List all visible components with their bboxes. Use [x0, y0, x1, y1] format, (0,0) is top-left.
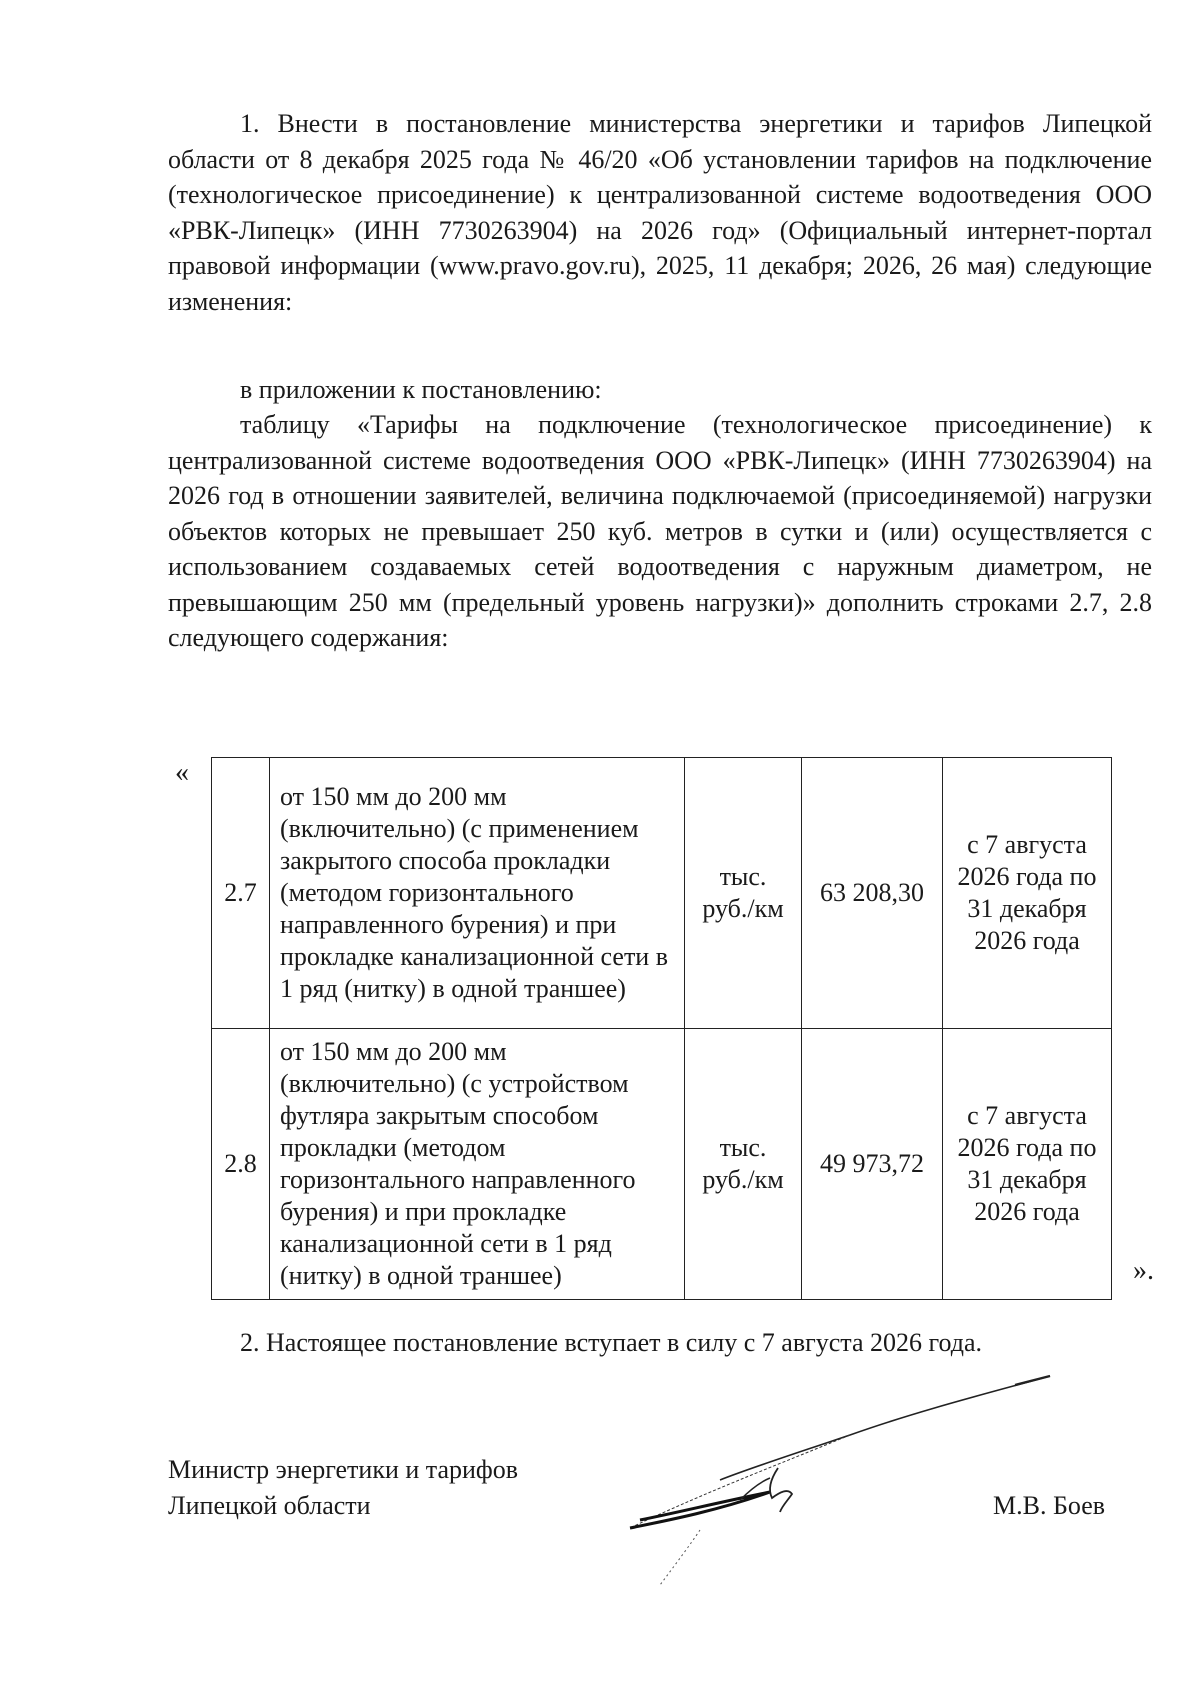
table-row: [212, 1029, 1112, 1300]
paragraph-effective-date: 2. Настоящее постановление вступает в силу с 7 августа 2026 года.: [240, 1328, 983, 1357]
row-value: 63 208,30: [802, 758, 943, 1029]
row-period: с 7 августа 2026 года по 31 декабря 2026 года: [943, 1029, 1112, 1300]
signatory-position-line2: Липецкой области: [168, 1491, 371, 1520]
opening-quote: «: [175, 757, 189, 788]
paragraph-appendix: в приложении к постановлению:: [240, 375, 602, 404]
signatory-position-line1: Министр энергетики и тарифов: [168, 1455, 519, 1484]
row-description: от 150 мм до 200 мм (включительно) (с применением закрытого способа прокладки (методом горизонтального направленного бурения) и при прокладке канализационной сети в 1 ряд (нитку) в одной траншее): [270, 758, 685, 1029]
row-description: от 150 мм до 200 мм (включительно) (с устройством футляра закрытым способом прокладки (методом горизонтального направленного бурения) и при прокладке канализационной сети в 1 ряд (нитку) в одной траншее): [270, 1029, 685, 1300]
closing-quote: ».: [1133, 1255, 1154, 1286]
row-unit: тыс. руб./км: [685, 1029, 802, 1300]
paragraph-amendment: 1. Внести в постановление министерства энергетики и тарифов Липецкой области от 8 декабря 2025 года № 46/20 «Об установлении тарифов на подключение (технологическое присоединение) к централизованной системе водоотведения ООО «РВК-Липецк» (ИНН 7730263904) на 2026 год» (Официальный интернет-портал правовой информации (www.pravo.gov.ru), 2025, 11 декабря; 2026, 26 мая) следующие изменения:: [168, 109, 1152, 316]
row-unit: тыс. руб./км: [685, 758, 802, 1029]
row-number: 2.8: [212, 1029, 270, 1300]
row-number: 2.7: [212, 758, 270, 1029]
signatory-name: М.В. Боев: [993, 1491, 1106, 1520]
paragraph-table-description: таблицу «Тарифы на подключение (технологическое присоединение) к централизованной системе водоотведения ООО «РВК-Липецк» (ИНН 7730263904) на 2026 год в отношении заявителей, величина подключаемой (присоединяемой) нагрузки объектов которых не превышает 250 куб. метров в сутки и (или) осуществляется с использованием создаваемых сетей водоотведения с наружным диаметром, не превышающим 250 мм (предельный уровень нагрузки)» дополнить строками 2.7, 2.8 следующего содержания:: [168, 410, 1152, 652]
row-period: с 7 августа 2026 года по 31 декабря 2026 года: [943, 758, 1112, 1029]
table-row: [212, 758, 1112, 1029]
row-value: 49 973,72: [802, 1029, 943, 1300]
signature-image: [620, 1370, 1060, 1600]
tariff-table: [211, 757, 1112, 1300]
